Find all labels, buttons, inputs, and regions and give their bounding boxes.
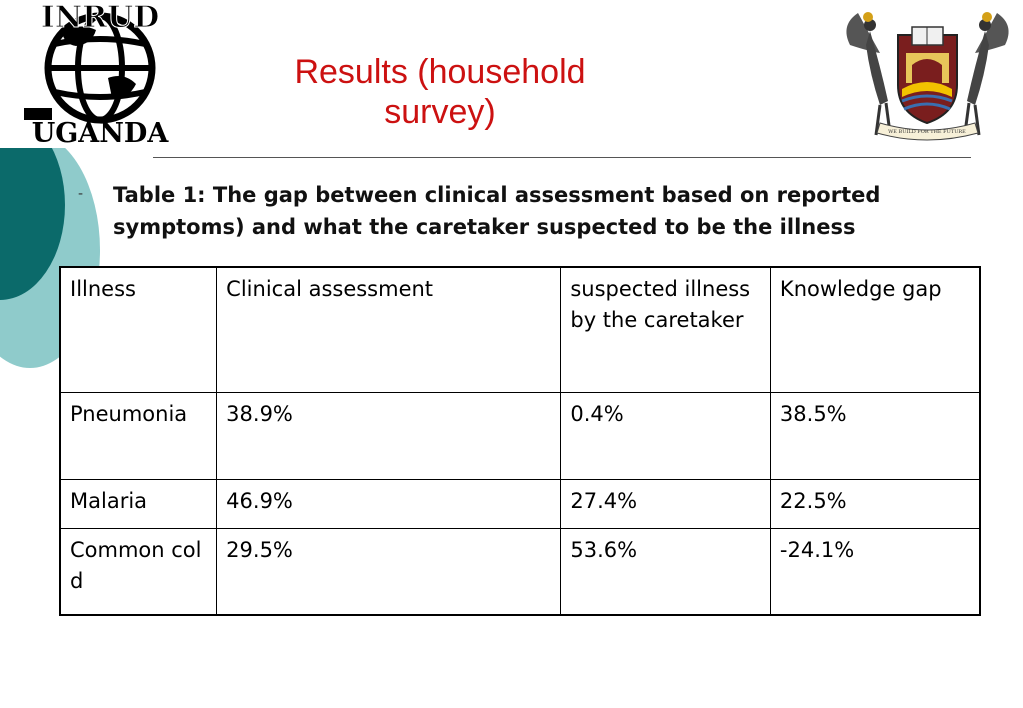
slide-title-line-1: Results (household xyxy=(294,53,586,91)
logo-bottom-text: UGANDA xyxy=(31,118,169,148)
logo-top-text: INRUD xyxy=(40,0,160,35)
cell-knowledge-gap: 38.5% xyxy=(770,392,980,479)
crane-right-icon xyxy=(965,12,1009,135)
motto-text: WE BUILD FOR THE FUTURE xyxy=(888,129,966,135)
cell-suspected-illness: 27.4% xyxy=(561,479,771,528)
table-row xyxy=(60,392,980,479)
cell-knowledge-gap: 22.5% xyxy=(770,479,980,528)
cell-illness: Malaria xyxy=(60,479,217,528)
table-caption: Table 1: The gap between clinical assessment based on reported symptoms) and what the caretaker suspected to be the illness xyxy=(113,183,881,239)
crane-left-icon xyxy=(846,12,890,135)
title-divider xyxy=(153,157,971,158)
cell-illness: Pneumonia xyxy=(60,392,217,479)
cell-suspected-illness: 0.4% xyxy=(561,392,771,479)
slide-title xyxy=(240,52,640,132)
table-row xyxy=(60,528,980,615)
header-knowledge-gap: Knowledge gap xyxy=(770,267,980,392)
results-table xyxy=(59,266,981,616)
cell-clinical-assessment: 46.9% xyxy=(217,479,561,528)
header-suspected-illness: suspected illness by the caretaker xyxy=(561,267,771,392)
cell-illness: Common cold xyxy=(60,528,217,615)
cell-clinical-assessment: 29.5% xyxy=(217,528,561,615)
header-illness: Illness xyxy=(60,267,217,392)
table-header-row xyxy=(60,267,980,392)
table-row xyxy=(60,479,980,528)
bullet-marker: - xyxy=(78,186,84,202)
inrud-uganda-logo xyxy=(0,0,205,148)
motto-ribbon xyxy=(877,123,978,140)
shield-icon xyxy=(898,27,957,123)
header-clinical-assessment: Clinical assessment xyxy=(217,267,561,392)
university-crest-logo xyxy=(840,5,1015,145)
cell-clinical-assessment: 38.9% xyxy=(217,392,561,479)
cell-knowledge-gap: -24.1% xyxy=(770,528,980,615)
cell-suspected-illness: 53.6% xyxy=(561,528,771,615)
slide-title-line-2: survey) xyxy=(384,93,496,131)
